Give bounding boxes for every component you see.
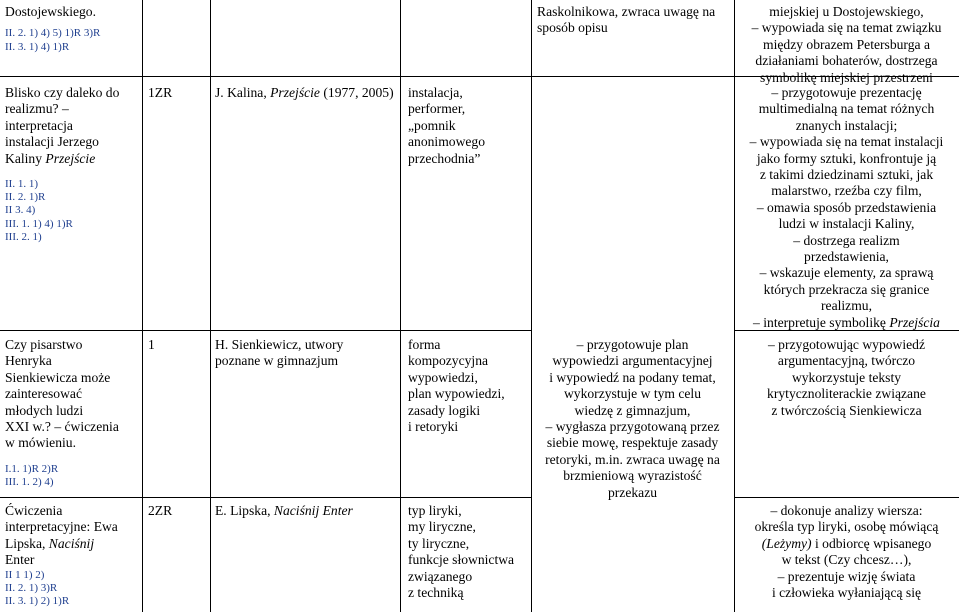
outcome-line: z takimi dziedzinami sztuki, jak bbox=[759, 167, 934, 183]
row2-skills-cell bbox=[532, 337, 733, 501]
curriculum-code: II. 3. 1) 2) 1)R bbox=[5, 595, 70, 608]
topic-text: Lipska, bbox=[5, 535, 49, 551]
term-line: plan wypowiedzi, bbox=[408, 386, 505, 402]
outcome-line: – wskazuje elementy, za sprawą bbox=[759, 265, 934, 281]
outcome-line: symbolikę miejskiej przestrzeni bbox=[760, 69, 933, 85]
outcome-line bbox=[735, 536, 958, 552]
curriculum-code: II 1 1) 2) bbox=[5, 568, 45, 581]
term-line: związanego bbox=[408, 568, 473, 584]
outcome-line: – dostrzega realizm bbox=[793, 232, 900, 248]
topic-line: interpretacja bbox=[5, 117, 73, 133]
topic-line: Blisko czy daleko do bbox=[5, 85, 120, 100]
text-author: J. Kalina, bbox=[215, 85, 271, 100]
skill-line: brzmieniową wyrazistość bbox=[563, 468, 702, 484]
curriculum-code: II. 2. 1)R bbox=[5, 191, 46, 204]
row1-text-cell bbox=[215, 85, 395, 101]
skill-line: – wygłasza przygotowaną przez bbox=[545, 419, 720, 435]
outcome-line: których przekracza się granice bbox=[763, 281, 930, 297]
row2-text-cell bbox=[215, 337, 343, 370]
topic-line: zainteresować bbox=[5, 386, 82, 402]
column-divider bbox=[210, 0, 211, 612]
outcome-italic: (Leżymy) bbox=[761, 535, 812, 551]
outcome-text: i odbiorcę wpisanego bbox=[811, 535, 932, 551]
row1-hours-cell bbox=[148, 85, 172, 101]
skill-line: wiedzę z gimnazjum, bbox=[574, 402, 691, 418]
topic-text: Kaliny bbox=[5, 150, 46, 166]
outcome-line: argumentacyjną, twórczo bbox=[777, 353, 916, 369]
topic-line bbox=[5, 536, 118, 552]
outcome-line: wykorzystuje teksty bbox=[791, 369, 902, 385]
topic-line: Ćwiczenia bbox=[5, 503, 63, 518]
text-line: poznane w gimnazjum bbox=[215, 353, 339, 369]
skill-line: przekazu bbox=[607, 484, 658, 500]
column-divider bbox=[531, 0, 532, 612]
outcome-line: działaniami bohaterów, dostrzega bbox=[755, 53, 938, 69]
term-line: z techniką bbox=[408, 585, 464, 601]
outcome-line: realizmu, bbox=[821, 298, 872, 314]
topic-italic: Przejście bbox=[45, 150, 96, 166]
outcome-line: – omawia sposób przedstawienia bbox=[756, 199, 937, 215]
outcome-line: krytycznoliterackie związane bbox=[767, 386, 926, 402]
outcome-line: miejskiej u Dostojewskiego, bbox=[769, 4, 924, 19]
row-divider bbox=[0, 497, 531, 498]
topic-line: w mówieniu. bbox=[5, 435, 76, 451]
topic-line: Enter bbox=[5, 552, 35, 568]
term-line: wypowiedzi, bbox=[408, 369, 478, 385]
outcome-line: multimedialną na temat różnych bbox=[758, 101, 935, 117]
row1-topic-cell bbox=[5, 85, 119, 244]
outcome-line: i człowieka wyłaniającą się bbox=[771, 585, 922, 601]
term-line: anonimowego bbox=[408, 134, 486, 150]
row3-hours-cell bbox=[148, 503, 172, 519]
outcome-line: między obrazem Petersburga a bbox=[763, 36, 930, 52]
term-line: my liryczne, bbox=[408, 519, 476, 535]
row3-terms-cell bbox=[408, 503, 514, 601]
hours-value: 1ZR bbox=[148, 85, 173, 100]
row0-topic-title: Dostojewskiego. bbox=[5, 4, 96, 19]
curriculum-code: II. 2. 1) 4) 5) 1)R 3)R bbox=[5, 27, 101, 40]
term-line: „pomnik bbox=[408, 117, 456, 133]
row0-topic-cell bbox=[5, 4, 100, 54]
outcome-line: z twórczością Sienkiewicza bbox=[771, 402, 922, 418]
curriculum-code: II 3. 4) bbox=[5, 204, 36, 217]
row-divider bbox=[0, 330, 531, 331]
topic-line: młodych ludzi bbox=[5, 402, 84, 418]
outcome-line: znanych instalacji; bbox=[795, 117, 898, 133]
text-year: (1977, 2005) bbox=[319, 85, 394, 100]
curriculum-code: II. 1. 1) bbox=[5, 178, 38, 191]
term-line: funkcje słownictwa bbox=[408, 552, 515, 568]
topic-italic: Naciśnij bbox=[48, 535, 95, 551]
text-line: H. Sienkiewicz, utwory bbox=[215, 337, 344, 352]
term-line: zasady logiki bbox=[408, 402, 481, 418]
skill-line: wykorzystuje w tym celu bbox=[563, 386, 702, 402]
outcome-line: malarstwo, rzeźba czy film, bbox=[771, 183, 922, 199]
text-title: Przejście bbox=[270, 85, 320, 100]
text-title: Naciśnij Enter bbox=[273, 503, 353, 518]
curriculum-code: II. 2. 1) 3)R bbox=[5, 581, 58, 594]
outcome-line: jako formy sztuki, konfrontuje ją bbox=[756, 150, 937, 166]
outcome-line: – przygotowując wypowiedź bbox=[767, 337, 926, 352]
row0-outcomes-cell bbox=[735, 4, 958, 86]
term-line: forma bbox=[408, 337, 441, 352]
row2-hours-cell bbox=[148, 337, 155, 353]
topic-line: realizmu? – bbox=[5, 101, 69, 117]
row2-topic-cell bbox=[5, 337, 119, 489]
term-line: przechodnia” bbox=[408, 150, 481, 166]
curriculum-code: III. 1. 1) 4) 1)R bbox=[5, 217, 73, 230]
skill-line: i wypowiedź na podany temat, bbox=[549, 369, 716, 385]
curriculum-code: III. 2. 1) bbox=[5, 230, 42, 243]
topic-line: Czy pisarstwo bbox=[5, 337, 83, 352]
outcome-line: przedstawienia, bbox=[804, 249, 889, 265]
outcome-line: w tekst (Czy chcesz…), bbox=[781, 552, 912, 568]
term-line: instalacja, bbox=[408, 85, 463, 100]
skill-line: wypowiedzi argumentacyjnej bbox=[552, 353, 713, 369]
term-line: ty liryczne, bbox=[408, 535, 470, 551]
text-author: E. Lipska, bbox=[215, 503, 274, 518]
row3-text-cell bbox=[215, 503, 353, 519]
outcome-line: – przygotowuje prezentację bbox=[771, 85, 922, 100]
outcome-line: określa typ liryki, osobę mówiącą bbox=[754, 519, 939, 535]
outcome-text: – interpretuje symbolikę bbox=[753, 314, 890, 330]
outcome-line: – dokonuje analizy wiersza: bbox=[770, 503, 923, 518]
topic-line: XXI w.? – ćwiczenia bbox=[5, 419, 119, 435]
term-line: i retoryki bbox=[408, 419, 459, 435]
row1-outcomes-cell bbox=[735, 85, 958, 331]
column-divider bbox=[142, 0, 143, 612]
row0-skills-text: Raskolnikowa, zwraca uwagę na sposób opisu bbox=[537, 4, 716, 36]
topic-line bbox=[5, 151, 119, 167]
term-line: typ liryki, bbox=[408, 503, 462, 518]
row2-terms-cell bbox=[408, 337, 505, 435]
hours-value: 2ZR bbox=[148, 503, 173, 518]
skill-line: retoryki, m.in. zwraca uwagę na bbox=[545, 451, 720, 467]
hours-value: 1 bbox=[148, 337, 155, 352]
row-divider bbox=[734, 497, 959, 498]
term-line: performer, bbox=[408, 101, 466, 117]
row0-skills-cell bbox=[537, 4, 729, 37]
topic-line: Henryka bbox=[5, 353, 52, 369]
row1-terms-cell bbox=[408, 85, 485, 167]
outcome-line: ludzi w instalacji Kaliny, bbox=[778, 216, 915, 232]
row3-topic-cell bbox=[5, 503, 118, 608]
outcome-line: – wypowiada się na temat instalacji bbox=[749, 134, 944, 150]
topic-line: interpretacyjne: Ewa bbox=[5, 519, 118, 535]
row3-outcomes-cell bbox=[735, 503, 958, 601]
topic-line: Sienkiewicza może bbox=[5, 369, 111, 385]
curriculum-code: III. 1. 2) 4) bbox=[5, 476, 54, 489]
text-title-line bbox=[215, 85, 395, 101]
text-title-line bbox=[215, 503, 353, 519]
outcome-italic: Przejścia bbox=[889, 314, 940, 330]
topic-line: instalacji Jerzego bbox=[5, 134, 99, 150]
outcome-line: – prezentuje wizję świata bbox=[777, 568, 916, 584]
term-line: kompozycyjna bbox=[408, 353, 489, 369]
outcome-line: – wypowiada się na temat związku bbox=[751, 20, 942, 36]
curriculum-code: II. 3. 1) 4) 1)R bbox=[5, 40, 70, 53]
outcome-line bbox=[735, 315, 958, 331]
skill-line: – przygotowuje plan bbox=[576, 337, 689, 352]
row2-outcomes-cell bbox=[735, 337, 958, 419]
curriculum-code: I.1. 1)R 2)R bbox=[5, 462, 59, 475]
column-divider bbox=[400, 0, 401, 612]
skill-line: siebie mowę, respektuje zasady bbox=[546, 435, 719, 451]
